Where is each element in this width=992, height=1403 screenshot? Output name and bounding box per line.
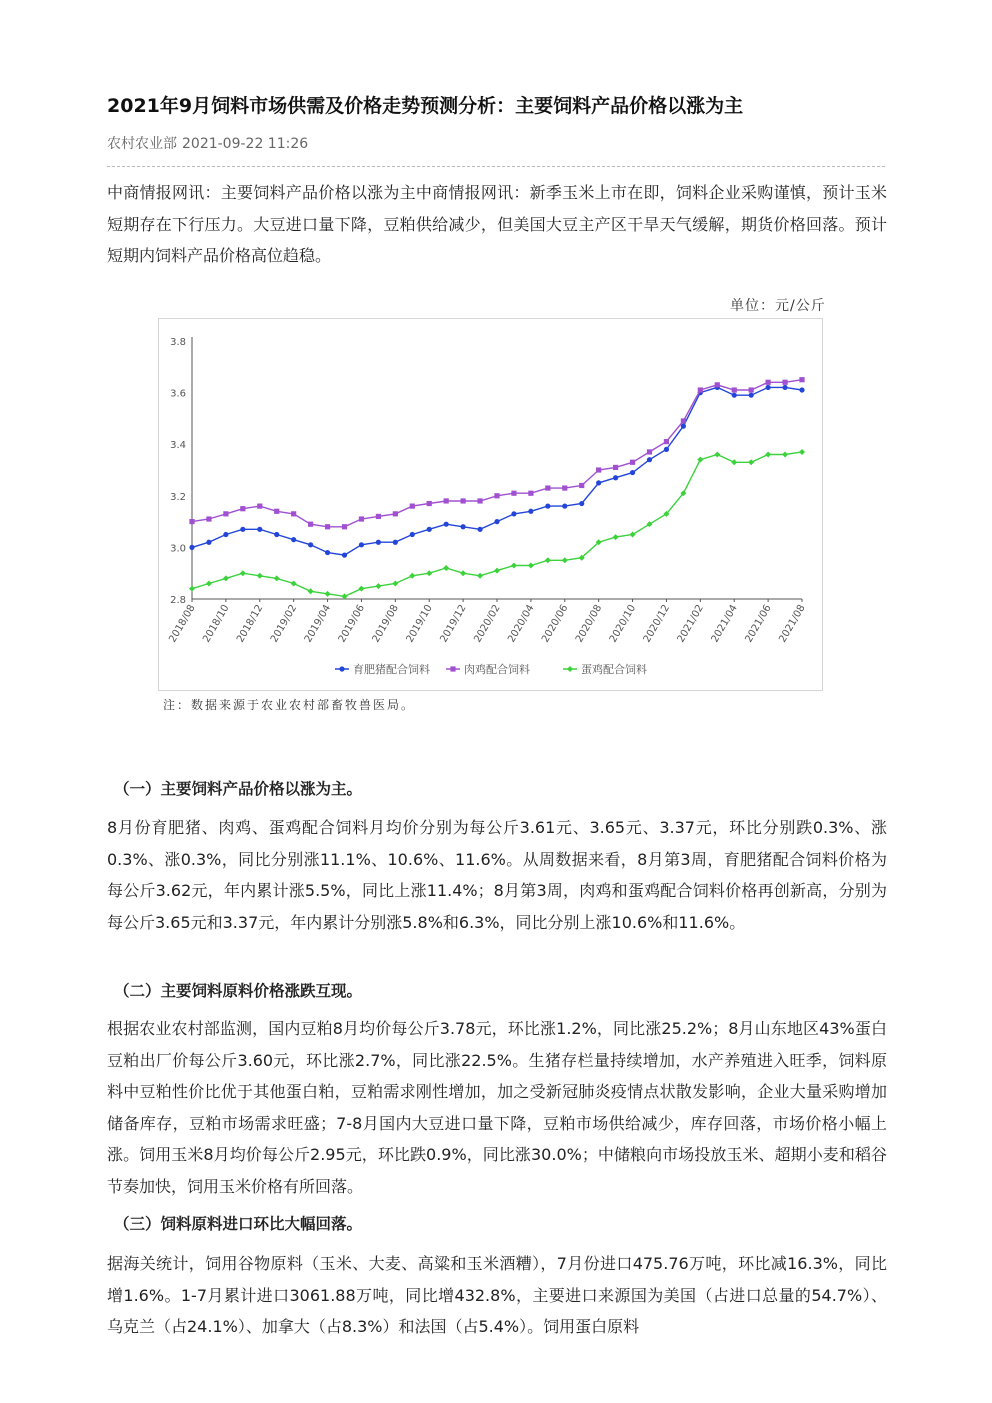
article-source: 农村农业部	[107, 136, 177, 152]
legend-label: 肉鸡配合饲料	[464, 663, 530, 676]
data-point	[325, 524, 330, 529]
data-point	[460, 570, 466, 576]
section-2-body: 根据农业农村部监测，国内豆粕8月均价每公斤3.78元，环比涨1.2%，同比涨25.2%；8月山东地区43%蛋白豆粕出厂价每公斤3.60元，环比涨2.7%，同比涨22.5%。生猪存栏量持续增加，水产养殖进入旺季，饲料原料中豆粕性价比优于其他蛋白粕，豆粕需求刚性增加，加之受新冠肺炎疫情点状散发影响，企业大量采购增加储备库存，豆粕市场需求旺盛；7-8月国内大豆进口量下降，豆粕市场供给减少，库存回落，市场价格小幅上涨。饲用玉米8月均价每公斤2.95元，环比跌0.9%，同比涨30.0%；中储粮向市场投放玉米、超期小麦和稻谷节奏加快，饲用玉米价格有所回落。	[107, 1019, 887, 1196]
data-point	[274, 509, 279, 514]
data-point	[223, 575, 229, 581]
data-point	[562, 504, 567, 509]
data-point	[444, 498, 449, 503]
legend-label: 蛋鸡配合饲料	[581, 663, 647, 676]
y-tick-label: 3.6	[170, 388, 186, 400]
article-title: 2021年9月饲料市场供需及价格走势预测分析：主要饲料产品价格以涨为主	[107, 95, 744, 117]
data-point	[613, 475, 618, 480]
data-point	[562, 485, 567, 490]
data-point	[511, 511, 516, 516]
data-point	[698, 387, 703, 392]
data-point	[664, 447, 669, 452]
data-point	[562, 557, 568, 563]
price-chart	[158, 318, 823, 691]
data-point	[444, 522, 449, 527]
data-point	[308, 588, 314, 594]
data-point	[545, 504, 550, 509]
article-meta	[107, 134, 308, 154]
data-point	[697, 457, 703, 463]
data-point	[596, 467, 601, 472]
data-point	[206, 581, 212, 587]
data-point	[257, 527, 262, 532]
y-tick-label: 2.8	[170, 595, 186, 606]
data-point	[409, 573, 415, 579]
section-3-body: 据海关统计，饲用谷物原料（玉米、大麦、高粱和玉米酒糟），7月份进口475.76万吨，环比减16.3%，同比增1.6%。1-7月累计进口3061.88万吨，同比增432.8%，主要进口来源国为美国（占进口总量的54.7%）、乌克兰（占24.1%）、加拿大（占8.3%）和法国（占5.4%）。饲用蛋白原料	[107, 1254, 887, 1337]
y-tick-label: 3.8	[170, 337, 186, 348]
data-point	[359, 542, 364, 547]
x-tick-label: 2019/02	[268, 603, 300, 645]
data-point	[308, 522, 313, 527]
data-point	[749, 393, 754, 398]
data-point	[189, 519, 194, 524]
data-point	[613, 534, 619, 540]
data-point	[189, 586, 195, 592]
data-point	[749, 387, 754, 392]
data-point	[681, 418, 686, 423]
data-point	[647, 457, 652, 462]
data-point	[511, 562, 517, 568]
data-point	[732, 393, 737, 398]
data-point	[799, 387, 804, 392]
legend-marker	[450, 666, 455, 671]
title-divider	[107, 166, 885, 167]
data-point	[799, 449, 805, 455]
legend-label: 育肥猪配合饲料	[353, 663, 430, 676]
x-tick-label: 2019/08	[370, 603, 401, 645]
data-point	[494, 519, 499, 524]
data-point	[630, 532, 636, 538]
data-point	[257, 573, 263, 579]
data-point	[477, 498, 482, 503]
data-point	[799, 377, 804, 382]
data-point	[731, 459, 737, 465]
data-point	[274, 532, 279, 537]
data-point	[613, 465, 618, 470]
data-point	[494, 493, 499, 498]
x-tick-label: 2019/06	[336, 603, 368, 645]
x-tick-label: 2020/12	[641, 603, 673, 645]
data-point	[681, 424, 686, 429]
data-point	[376, 514, 381, 519]
data-point	[291, 537, 296, 542]
data-point	[630, 460, 635, 465]
data-point	[426, 570, 432, 576]
data-point	[240, 570, 246, 576]
data-point	[766, 380, 771, 385]
x-tick-label: 2020/06	[540, 603, 571, 645]
data-point	[596, 480, 601, 485]
data-point	[545, 485, 550, 490]
y-tick-label: 3.4	[170, 440, 186, 452]
data-point	[325, 591, 331, 597]
data-point	[714, 452, 720, 458]
data-point	[461, 524, 466, 529]
x-tick-label: 2018/12	[235, 603, 266, 645]
data-point	[528, 562, 534, 568]
x-tick-label: 2020/08	[573, 603, 605, 645]
data-point	[494, 568, 500, 574]
data-point	[765, 452, 771, 458]
data-point	[325, 550, 330, 555]
x-tick-label: 2021/08	[777, 603, 808, 645]
data-point	[664, 439, 669, 444]
data-point	[511, 491, 516, 496]
data-point	[782, 380, 787, 385]
x-tick-label: 2021/02	[675, 603, 706, 645]
x-tick-label: 2020/04	[506, 603, 537, 645]
section-1-heading: （一）主要饲料产品价格以涨为主。	[114, 780, 363, 798]
data-point	[782, 452, 788, 458]
legend-marker	[339, 666, 344, 671]
data-point	[375, 583, 381, 589]
x-tick-label: 2021/04	[709, 603, 740, 645]
series-line-2	[192, 380, 802, 527]
data-point	[291, 581, 297, 587]
data-point	[257, 504, 262, 509]
x-tick-label: 2020/02	[472, 603, 503, 645]
data-point	[342, 553, 347, 558]
data-point	[240, 527, 245, 532]
data-point	[579, 483, 584, 488]
series-line-1	[192, 387, 802, 555]
data-point	[274, 575, 280, 581]
chart-note: 注：数据来源于农业农村部畜牧兽医局。	[163, 698, 416, 712]
data-point	[393, 540, 398, 545]
x-tick-label: 2019/10	[404, 603, 435, 645]
data-point	[206, 540, 211, 545]
data-point	[528, 509, 533, 514]
data-point	[528, 491, 533, 496]
data-point	[359, 516, 364, 521]
data-point	[376, 540, 381, 545]
section-3-heading: （三）饲料原料进口环比大幅回落。	[114, 1215, 363, 1233]
data-point	[630, 470, 635, 475]
x-tick-label: 2018/08	[167, 603, 198, 645]
data-point	[477, 573, 483, 579]
data-point	[240, 506, 245, 511]
article-datetime: 2021-09-22 11:26	[182, 136, 309, 152]
data-point	[766, 385, 771, 390]
data-point	[206, 516, 211, 521]
y-tick-label: 3.0	[170, 543, 186, 555]
x-tick-label: 2021/06	[743, 603, 774, 645]
data-point	[223, 532, 228, 537]
data-point	[223, 511, 228, 516]
data-point	[358, 586, 364, 592]
data-point	[308, 542, 313, 547]
data-point	[782, 385, 787, 390]
data-point	[545, 557, 551, 563]
data-point	[748, 459, 754, 465]
x-tick-label: 2019/04	[302, 603, 334, 645]
section-1-body: 8月份育肥猪、肉鸡、蛋鸡配合饲料月均价分别为每公斤3.61元、3.65元、3.37元，环比分别跌0.3%、涨0.3%、涨0.3%，同比分别涨11.1%、10.6%、11.6%。从周数据来看，8月第3周，育肥猪配合饲料价格为每公斤3.62元，年内累计涨5.5%，同比上涨11.4%；8月第3周，肉鸡和蛋鸡配合饲料价格再创新高，分别为每公斤3.65元和3.37元，年内累计分别涨5.8%和6.3%，同比分别上涨10.6%和11.6%。	[107, 818, 887, 932]
data-point	[715, 382, 720, 387]
data-point	[410, 504, 415, 509]
data-point	[189, 545, 194, 550]
price-chart-svg	[159, 319, 822, 690]
section-2-heading: （二）主要饲料原料价格涨跌互现。	[114, 982, 363, 1000]
data-point	[461, 498, 466, 503]
data-point	[291, 511, 296, 516]
data-point	[427, 501, 432, 506]
data-point	[342, 524, 347, 529]
intro-paragraph: 中商情报网讯：主要饲料产品价格以涨为主中商情报网讯：新季玉米上市在即，饲料企业采购谨慎，预计玉米短期存在下行压力。大豆进口量下降，豆粕供给减少，但美国大豆主产区干旱天气缓解，期货价格回落。预计短期内饲料产品价格高位趋稳。	[107, 183, 887, 266]
legend-marker	[567, 666, 573, 672]
data-point	[392, 581, 398, 587]
x-tick-label: 2019/12	[438, 603, 469, 645]
data-point	[647, 449, 652, 454]
y-tick-label: 3.2	[170, 491, 186, 503]
data-point	[393, 511, 398, 516]
data-point	[427, 527, 432, 532]
chart-unit-label: 单位：元/公斤	[730, 298, 826, 314]
x-tick-label: 2020/10	[607, 603, 639, 645]
x-tick-label: 2018/10	[201, 603, 232, 645]
data-point	[410, 532, 415, 537]
data-point	[579, 501, 584, 506]
data-point	[732, 387, 737, 392]
data-point	[477, 527, 482, 532]
data-point	[443, 565, 449, 571]
